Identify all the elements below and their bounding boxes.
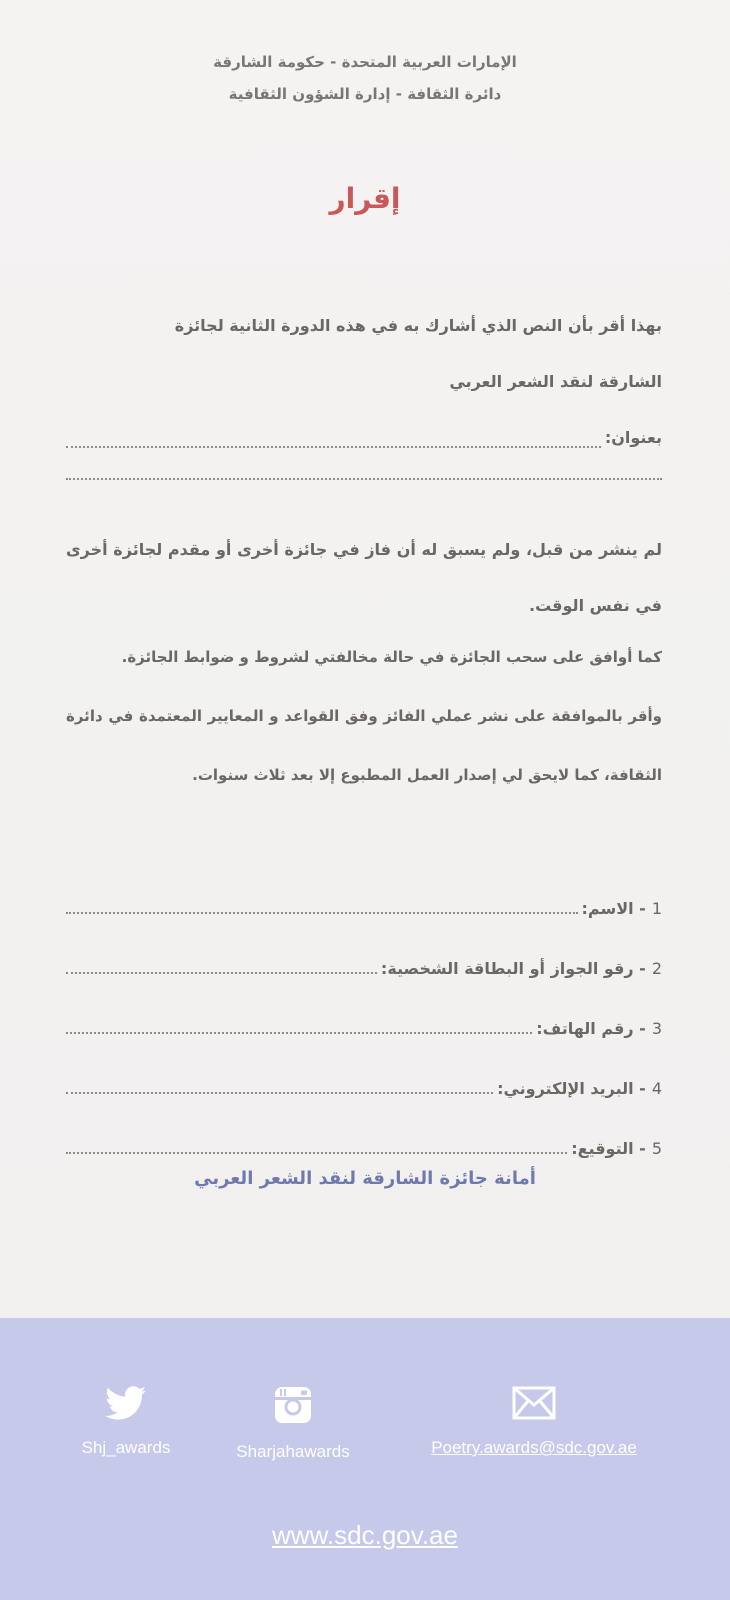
email-link[interactable]: [424, 1386, 644, 1458]
field-number: 4: [651, 1079, 662, 1098]
field-email: [66, 1038, 662, 1098]
field-name: [66, 858, 662, 918]
field-number: 3: [651, 1019, 662, 1038]
envelope-icon: [512, 1386, 556, 1420]
field-number: 2: [651, 959, 662, 978]
declaration-body-2-text: كما أوافق على سحب الجائزة في حالة مخالفتي لشروط و ضوابط الجائزة.: [121, 648, 662, 666]
email-address: Poetry.awards@sdc.gov.ae: [431, 1438, 637, 1457]
header-line-1: الإمارات العربية المتحدة - حكومة الشارقة: [213, 53, 517, 71]
declaration-intro: [66, 298, 662, 466]
twitter-handle: Shj_awards: [81, 1438, 171, 1457]
declaration-body-3-text: وأقر بالموافقة على نشر عملي الفائز وفق القواعد و المعايير المعتمدة في دائرة الثقافة، كما لايحق لي إصدار العمل المطبوع إلا بعد ثلاث سنوات.: [66, 707, 662, 784]
field-fill-line: [66, 1152, 567, 1154]
instagram-icon: [274, 1386, 312, 1424]
title-fill-line-2: [66, 478, 662, 480]
social-links: [0, 1386, 730, 1466]
twitter-icon: [105, 1386, 147, 1420]
website-link[interactable]: www.sdc.gov.ae: [272, 1520, 458, 1550]
field-phone: [66, 978, 662, 1038]
header: [0, 46, 730, 110]
secretariat-name: أمانة جائزة الشارقة لنقد الشعر العربي: [194, 1168, 536, 1189]
field-fill-line: [66, 912, 578, 914]
field-label: - رقم الهاتف:: [536, 1019, 646, 1038]
declaration-line-2: الشارقة لنقد الشعر العربي: [449, 372, 662, 391]
field-fill-line: [66, 1032, 532, 1034]
field-passport: [66, 918, 662, 978]
title-fill-line: [66, 432, 601, 448]
field-signature: [66, 1098, 662, 1158]
title-label: بعنوان:: [604, 428, 662, 447]
instagram-handle: Sharjahawards: [236, 1442, 350, 1461]
field-label: - الاسم:: [581, 899, 646, 918]
field-label: - التوقيع:: [571, 1139, 646, 1158]
declaration-line-1: بهذا أقر بأن النص الذي أشارك به في هذه الدورة الثانية لجائزة: [174, 316, 662, 335]
field-number: 1: [651, 899, 662, 918]
declaration-body-2: [66, 628, 662, 805]
field-label: - البريد الإلكتروني:: [497, 1079, 646, 1098]
declaration-body-1: لم ينشر من قبل، ولم يسبق له أن فاز في جائزة أخرى أو مقدم لجائزة أخرى في نفس الوقت.: [66, 540, 662, 615]
field-fill-line: [66, 1092, 493, 1094]
header-line-2: دائرة الثقافة - إدارة الشؤون الثقافية: [228, 85, 502, 103]
field-number: 5: [651, 1139, 662, 1158]
field-fill-line: [66, 972, 377, 974]
applicant-fields: [66, 858, 662, 1158]
field-label: - رقو الجواز أو البطاقة الشخصية:: [380, 959, 646, 978]
instagram-link[interactable]: [193, 1386, 393, 1462]
page-title: إقرار: [329, 182, 401, 215]
